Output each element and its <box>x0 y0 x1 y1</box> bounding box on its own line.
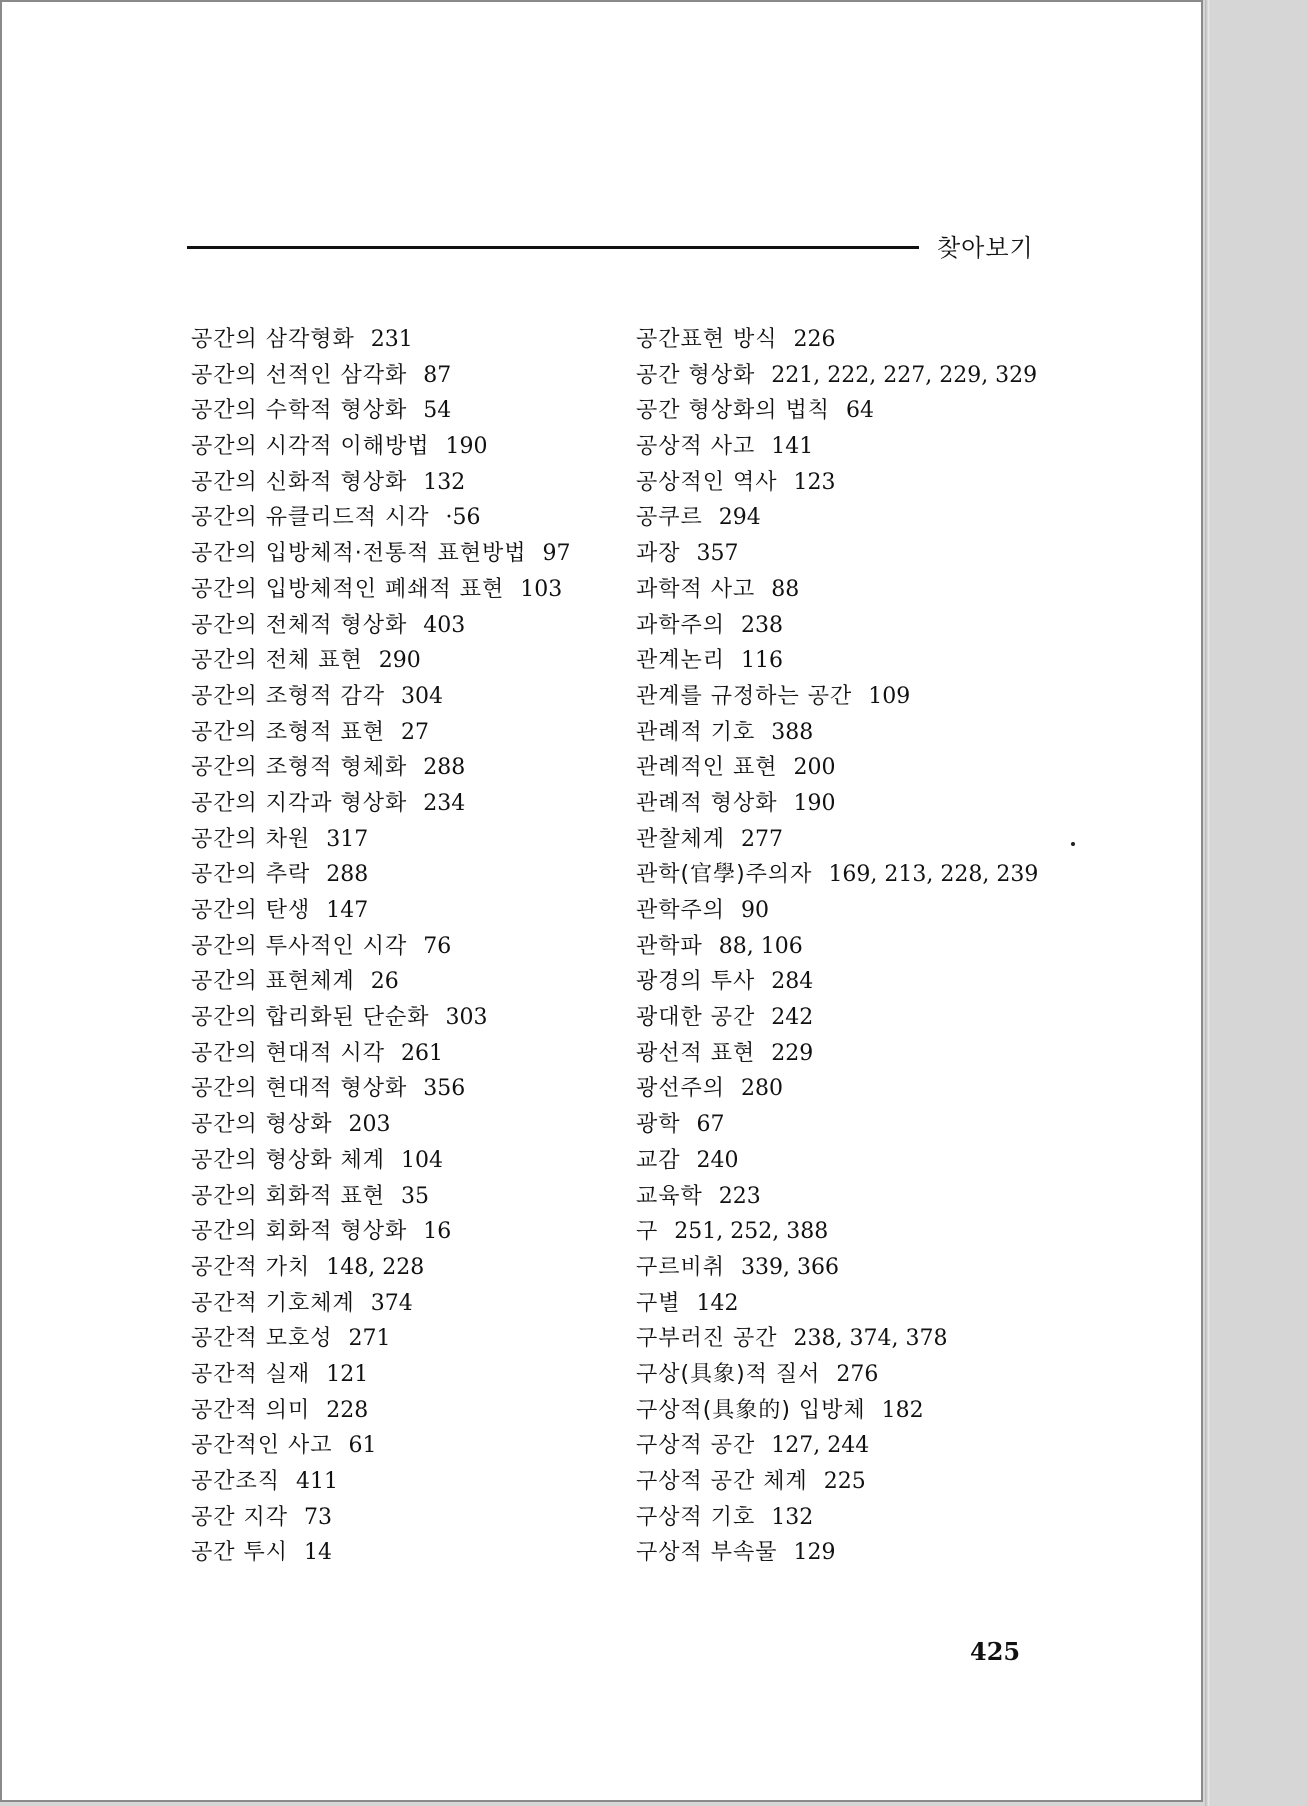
index-entry <box>636 1428 1038 1464</box>
header-rule <box>187 246 919 249</box>
index-entry <box>191 1143 571 1179</box>
index-pages: 223 <box>718 1183 761 1209</box>
index-entry <box>636 786 1038 822</box>
index-entry <box>636 1286 1038 1322</box>
index-term: 공간의 현대적 형상화 <box>191 1076 408 1102</box>
index-term: 광경의 투사 <box>636 969 756 995</box>
index-entry <box>191 893 571 929</box>
index-pages: 231 <box>370 327 413 352</box>
index-term: 과학적 사고 <box>636 576 756 602</box>
index-pages: 276 <box>836 1361 879 1387</box>
index-entry <box>191 1393 571 1429</box>
index-term: 공간의 선적인 삼각화 <box>191 362 408 388</box>
index-term: 관례적 기호 <box>636 719 756 745</box>
index-term: 광선적 표현 <box>636 1040 756 1066</box>
index-pages: 88 <box>771 576 800 602</box>
index-entry <box>191 1036 571 1072</box>
index-pages: 54 <box>423 398 452 424</box>
index-pages: 203 <box>348 1112 391 1138</box>
index-term: 과장 <box>636 541 681 567</box>
index-entry <box>636 1143 1038 1179</box>
index-entry <box>636 465 1038 501</box>
index-pages: 103 <box>520 576 563 602</box>
index-entry <box>636 1393 1038 1429</box>
index-term: 공간 형상화의 법칙 <box>636 398 831 424</box>
index-term: 관례적 형상화 <box>636 790 778 816</box>
index-entry <box>636 715 1038 751</box>
index-term: 공간적 의미 <box>191 1397 311 1423</box>
index-pages: 225 <box>823 1469 866 1494</box>
index-entry <box>636 643 1038 679</box>
index-term: 관학(官學)주의자 <box>636 862 813 888</box>
index-pages: 123 <box>793 469 836 495</box>
index-entry <box>636 893 1038 929</box>
index-entry <box>191 679 571 715</box>
index-term: 구상(具象)적 질서 <box>636 1361 821 1387</box>
index-entry <box>191 608 571 644</box>
index-pages: 87 <box>423 362 452 388</box>
index-entry <box>636 608 1038 644</box>
index-term: 공간의 수학적 형상화 <box>191 398 408 424</box>
index-pages: 90 <box>741 898 770 923</box>
index-term: 공간의 입방체적·전통적 표현방법 <box>191 541 527 567</box>
index-entry <box>191 1321 571 1357</box>
index-pages: 16 <box>423 1219 452 1245</box>
index-entry <box>191 1464 571 1500</box>
index-term: 구르비취 <box>636 1254 726 1280</box>
index-term: 공간의 유클리드적 시각 <box>191 505 430 531</box>
index-pages: 35 <box>401 1183 430 1209</box>
index-entry <box>191 1535 571 1571</box>
index-entry <box>636 1214 1038 1250</box>
index-pages: 73 <box>304 1504 333 1530</box>
index-entry <box>636 393 1038 429</box>
index-term: 공간의 조형적 감각 <box>191 683 386 709</box>
index-term: 공간의 입방체적인 폐쇄적 표현 <box>191 576 505 602</box>
index-term: 공간적 모호성 <box>191 1326 333 1352</box>
index-entry <box>191 929 571 965</box>
index-pages: 356 <box>423 1076 466 1102</box>
index-pages: 261 <box>401 1040 444 1066</box>
index-pages: 190 <box>793 790 836 816</box>
index-pages: 388 <box>771 719 814 745</box>
index-pages: 226 <box>793 327 836 352</box>
index-pages: 26 <box>370 969 399 995</box>
index-pages: 304 <box>401 683 444 709</box>
index-entry <box>636 857 1038 893</box>
index-entry <box>636 572 1038 608</box>
index-entry <box>191 1250 571 1286</box>
index-entry <box>191 750 571 786</box>
index-term: 광학 <box>636 1112 681 1138</box>
index-entry <box>636 929 1038 965</box>
index-pages: 229 <box>771 1040 814 1066</box>
index-entry <box>636 429 1038 465</box>
index-pages: 303 <box>445 1005 488 1031</box>
index-pages: 290 <box>378 648 421 674</box>
index-pages: 200 <box>793 755 836 781</box>
index-pages: 238 <box>741 612 784 638</box>
index-term: 공간적 실재 <box>191 1361 311 1387</box>
index-entry <box>636 964 1038 1000</box>
index-term: 공간의 신화적 형상화 <box>191 469 408 495</box>
index-pages: 141 <box>771 434 814 460</box>
index-entry <box>191 465 571 501</box>
index-term: 교육학 <box>636 1183 703 1209</box>
index-term: 공간조직 <box>191 1469 281 1494</box>
index-pages: 228 <box>326 1397 369 1423</box>
index-pages: 190 <box>445 434 488 460</box>
index-pages: 169, 213, 228, 239 <box>828 862 1039 888</box>
index-pages: ·56 <box>445 505 481 531</box>
index-entry <box>636 1000 1038 1036</box>
index-pages: 240 <box>696 1147 739 1173</box>
index-entry <box>636 1535 1038 1571</box>
index-term: 공쿠르 <box>636 505 703 531</box>
index-pages: 357 <box>696 541 739 567</box>
index-entry <box>191 1500 571 1536</box>
index-term: 공간의 회화적 형상화 <box>191 1219 408 1245</box>
index-term: 공상적인 역사 <box>636 469 778 495</box>
index-term: 공상적 사고 <box>636 434 756 460</box>
index-entry <box>191 964 571 1000</box>
index-pages: 251, 252, 388 <box>674 1219 829 1245</box>
index-pages: 294 <box>718 505 761 531</box>
index-pages: 14 <box>304 1540 333 1566</box>
index-term: 관학파 <box>636 933 703 959</box>
index-entry <box>636 358 1038 394</box>
index-term: 과학주의 <box>636 612 726 638</box>
index-term: 관계논리 <box>636 648 726 674</box>
index-entry <box>191 1428 571 1464</box>
index-term: 구상적 부속물 <box>636 1540 778 1566</box>
index-entry <box>636 1250 1038 1286</box>
index-pages: 148, 228 <box>326 1254 425 1280</box>
index-term: 구상적(具象的) 입방체 <box>636 1397 866 1423</box>
index-pages: 61 <box>348 1433 377 1459</box>
index-entry <box>636 1500 1038 1536</box>
page-edge-shadow <box>1205 0 1211 1806</box>
index-entry <box>636 750 1038 786</box>
index-entry <box>191 1179 571 1215</box>
index-entry <box>636 1071 1038 1107</box>
index-entry <box>191 429 571 465</box>
index-entry <box>191 358 571 394</box>
index-term: 관학주의 <box>636 898 726 923</box>
index-entry <box>636 822 1038 858</box>
index-entry <box>191 822 571 858</box>
index-entry <box>191 786 571 822</box>
index-term: 공간표현 방식 <box>636 327 778 352</box>
index-term: 광선주의 <box>636 1076 726 1102</box>
index-pages: 88, 106 <box>718 933 803 959</box>
index-term: 공간의 삼각형화 <box>191 327 355 352</box>
index-pages: 132 <box>771 1504 814 1530</box>
index-pages: 339, 366 <box>741 1254 839 1280</box>
index-pages: 403 <box>423 612 466 638</box>
index-term: 공간의 탄생 <box>191 898 311 923</box>
index-term: 공간의 지각과 형상화 <box>191 790 408 816</box>
index-pages: 127, 244 <box>771 1433 870 1459</box>
index-entry <box>191 643 571 679</box>
index-term: 공간적 기호체계 <box>191 1290 355 1316</box>
index-pages: 271 <box>348 1326 391 1352</box>
index-entry <box>191 500 571 536</box>
index-term: 공간 지각 <box>191 1504 289 1530</box>
index-entry <box>191 1357 571 1393</box>
index-term: 관계를 규정하는 공간 <box>636 683 853 709</box>
index-pages: 280 <box>741 1076 784 1102</box>
index-pages: 277 <box>741 826 784 852</box>
index-term: 관찰체계 <box>636 826 726 852</box>
index-entry <box>191 1071 571 1107</box>
index-term: 공간의 형상화 체계 <box>191 1147 386 1173</box>
index-entry <box>636 1464 1038 1500</box>
index-pages: 67 <box>696 1112 725 1138</box>
index-term: 구상적 공간 체계 <box>636 1469 808 1494</box>
index-pages: 238, 374, 378 <box>793 1326 948 1352</box>
index-pages: 104 <box>401 1147 444 1173</box>
index-pages: 121 <box>326 1361 369 1387</box>
index-term: 공간 투시 <box>191 1540 289 1566</box>
index-term: 교감 <box>636 1147 681 1173</box>
index-term: 공간의 표현체계 <box>191 969 355 995</box>
index-entry <box>636 1179 1038 1215</box>
index-term: 공간의 조형적 형체화 <box>191 755 408 781</box>
index-pages: 288 <box>326 862 369 888</box>
index-entry <box>636 322 1038 358</box>
stray-mark <box>1071 842 1075 846</box>
index-entry <box>636 679 1038 715</box>
index-term: 공간 형상화 <box>636 362 756 388</box>
index-entry <box>636 536 1038 572</box>
index-entry <box>191 1107 571 1143</box>
index-pages: 132 <box>423 469 466 495</box>
index-term: 공간의 시각적 이해방법 <box>191 434 430 460</box>
index-pages: 64 <box>846 398 875 424</box>
index-entry <box>191 1214 571 1250</box>
index-pages: 76 <box>423 933 452 959</box>
index-entry <box>636 500 1038 536</box>
index-entry <box>191 536 571 572</box>
index-column-right <box>636 322 1038 1571</box>
index-entry <box>636 1357 1038 1393</box>
index-term: 공간의 차원 <box>191 826 311 852</box>
index-term: 구부러진 공간 <box>636 1326 778 1352</box>
index-term: 공간의 합리화된 단순화 <box>191 1005 430 1031</box>
index-pages: 147 <box>326 898 369 923</box>
index-entry <box>191 715 571 751</box>
index-term: 공간의 전체적 형상화 <box>191 612 408 638</box>
index-column-left <box>191 322 571 1571</box>
page-header-title: 찾아보기 <box>937 234 1034 262</box>
index-pages: 288 <box>423 755 466 781</box>
index-entry <box>636 1107 1038 1143</box>
index-entry <box>191 393 571 429</box>
index-entry <box>191 857 571 893</box>
index-term: 구상적 공간 <box>636 1433 756 1459</box>
index-pages: 116 <box>741 648 784 674</box>
index-pages: 411 <box>296 1469 339 1494</box>
index-term: 공간의 추락 <box>191 862 311 888</box>
index-term: 공간의 투사적인 시각 <box>191 933 408 959</box>
index-term: 공간적인 사고 <box>191 1433 333 1459</box>
index-term: 공간의 조형적 표현 <box>191 719 386 745</box>
index-pages: 242 <box>771 1005 814 1031</box>
index-term: 광대한 공간 <box>636 1005 756 1031</box>
index-term: 공간의 회화적 표현 <box>191 1183 386 1209</box>
index-pages: 317 <box>326 826 369 852</box>
index-pages: 27 <box>401 719 430 745</box>
index-entry <box>191 572 571 608</box>
page-number: 425 <box>970 1637 1021 1666</box>
index-pages: 374 <box>370 1290 413 1316</box>
index-entry <box>191 1000 571 1036</box>
index-term: 공간의 형상화 <box>191 1112 333 1138</box>
index-term: 공간의 현대적 시각 <box>191 1040 386 1066</box>
index-term: 구별 <box>636 1290 681 1316</box>
index-pages: 109 <box>868 683 911 709</box>
index-pages: 182 <box>881 1397 924 1423</box>
index-term: 관례적인 표현 <box>636 755 778 781</box>
index-term: 공간의 전체 표현 <box>191 648 363 674</box>
index-pages: 234 <box>423 790 466 816</box>
index-term: 구상적 기호 <box>636 1504 756 1530</box>
index-pages: 221, 222, 227, 229, 329 <box>771 362 1038 388</box>
index-entry <box>191 322 571 358</box>
index-pages: 97 <box>542 541 571 567</box>
index-entry <box>636 1321 1038 1357</box>
index-pages: 284 <box>771 969 814 995</box>
index-term: 공간적 가치 <box>191 1254 311 1280</box>
index-pages: 129 <box>793 1540 836 1566</box>
index-term: 구 <box>636 1219 659 1245</box>
index-entry <box>191 1286 571 1322</box>
index-entry <box>636 1036 1038 1072</box>
index-pages: 142 <box>696 1290 739 1316</box>
